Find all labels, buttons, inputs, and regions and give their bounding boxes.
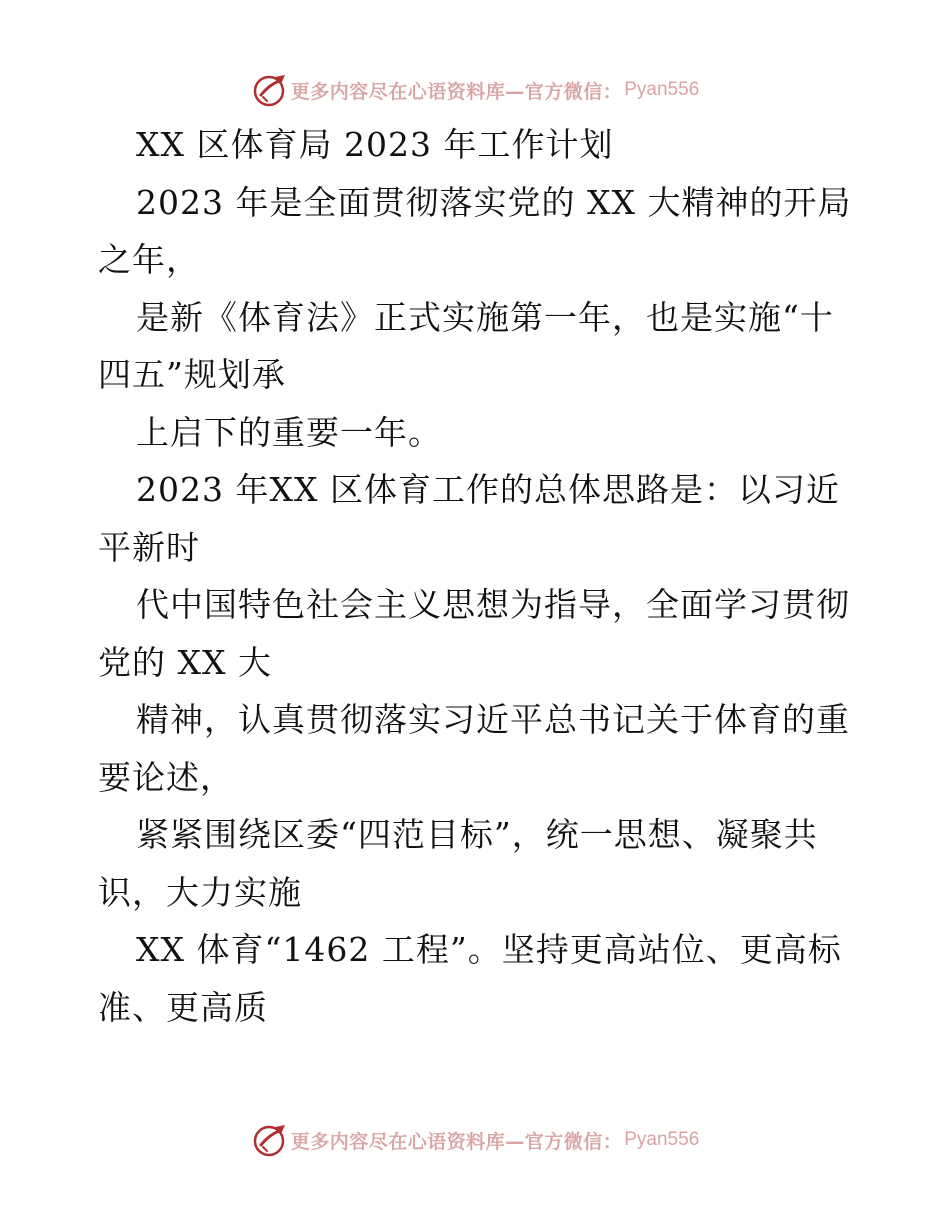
header-watermark (0, 68, 950, 112)
paragraph-line: 识，大力实施 (98, 872, 302, 912)
header-watermark-id: Pyan556 (624, 79, 700, 100)
footer-watermark-id: Pyan556 (624, 1129, 700, 1150)
paragraph-line: XX 体育“1462 工程”。坚持更高站位、更高标 (136, 930, 842, 969)
paragraph-line: 要论述， (98, 757, 234, 797)
paragraph-line: 准、更高质 (98, 987, 268, 1027)
paragraph-line: 之年， (98, 240, 200, 279)
paragraph-line: 四五”规划承 (98, 355, 286, 394)
paragraph-line: 精神，认真贯彻落实习近平总书记关于体育的重 (136, 700, 850, 739)
paragraph-line: 上启下的重要一年。 (136, 412, 442, 452)
footer-watermark-text: 更多内容尽在心语资料库—官方微信： (290, 1130, 623, 1153)
header-watermark-text: 更多内容尽在心语资料库—官方微信： (290, 80, 623, 103)
paragraph-line: 2023 年XX 区体育工作的总体思路是：以习近 (136, 470, 840, 509)
paragraph-line: 是新《体育法》正式实施第一年，也是实施“十 (136, 297, 834, 337)
pen-seal-logo-icon (251, 71, 289, 109)
paragraph-line: 2023 年是全面贯彻落实党的 XX 大精神的开局 (136, 182, 852, 222)
paragraph-line: 平新时 (98, 527, 200, 567)
document-body (98, 116, 858, 1036)
pen-seal-logo-icon (251, 1121, 289, 1159)
footer-watermark (0, 1118, 950, 1162)
paragraph-line: 紧紧围绕区委“四范目标”，统一思想、凝聚共 (136, 815, 818, 854)
document-title: XX 区体育局 2023 年工作计划 (136, 125, 614, 164)
paragraph-line: 代中国特色社会主义思想为指导，全面学习贯彻 (136, 585, 850, 624)
paragraph-line: 党的 XX 大 (98, 642, 272, 682)
